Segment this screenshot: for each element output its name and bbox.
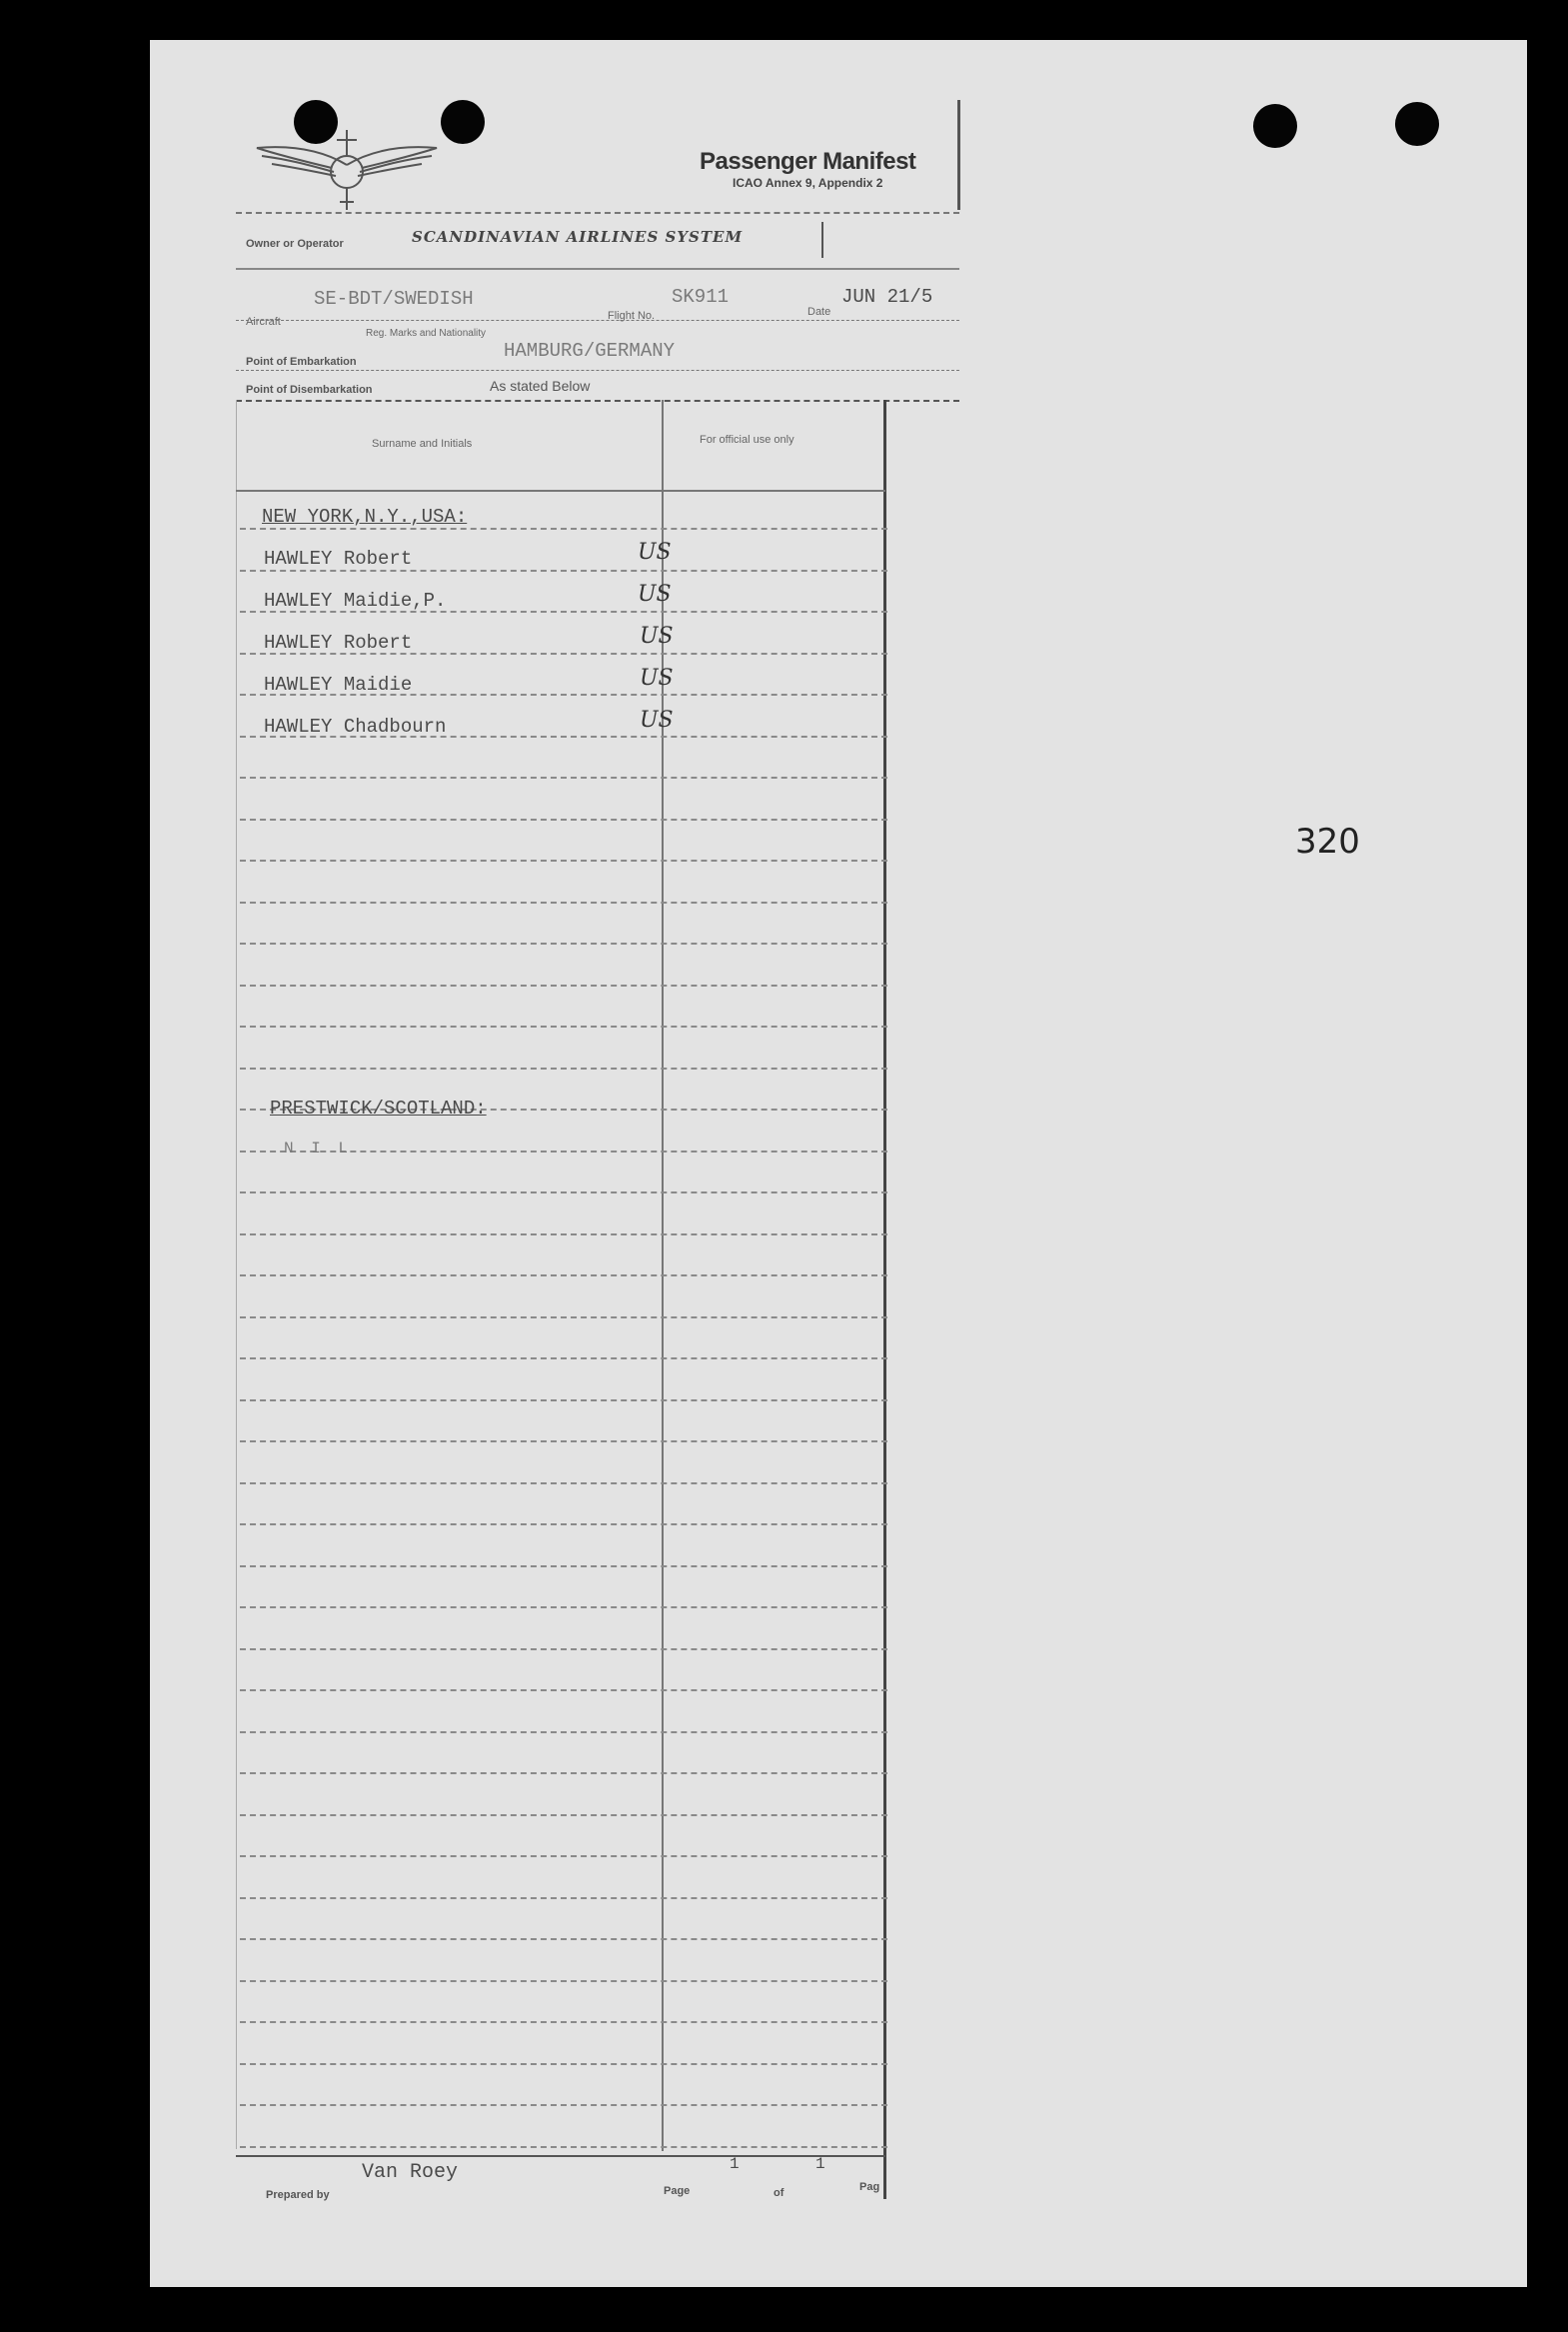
ruled-line: [240, 528, 887, 530]
destination-heading: NEW YORK,N.Y.,USA:: [262, 506, 468, 528]
flight-value: SK911: [672, 286, 730, 308]
ruled-line: [240, 2146, 887, 2148]
ruled-line: [240, 2104, 887, 2106]
ruled-line: [240, 1440, 887, 1442]
aircraft-sublabel: Reg. Marks and Nationality: [366, 328, 487, 339]
ruled-line: [240, 2021, 887, 2023]
ruled-line: [240, 1399, 887, 1401]
divider: [236, 370, 959, 371]
divider: [236, 400, 959, 402]
official-mark: US: [638, 582, 672, 607]
passenger-name: HAWLEY Robert: [264, 632, 413, 654]
table-right-edge: [883, 400, 886, 2199]
owner-value: SCANDINAVIAN AIRLINES SYSTEM: [412, 228, 744, 246]
ruled-line: [240, 1316, 887, 1318]
divider: [236, 212, 959, 214]
ruled-line: [240, 1648, 887, 1650]
aircraft-value: SE-BDT/SWEDISH: [314, 288, 474, 310]
embarkation-value: HAMBURG/GERMANY: [504, 340, 676, 362]
ruled-line: [240, 2063, 887, 2065]
owner-tick: [821, 222, 823, 258]
manifest-subtitle: ICAO Annex 9, Appendix 2: [733, 176, 883, 190]
page-label: Page: [664, 2185, 691, 2197]
passenger-name: HAWLEY Maidie: [264, 674, 413, 696]
footer-divider: [236, 2155, 885, 2157]
column-header-official: For official use only: [700, 434, 794, 446]
ruled-line: [240, 1565, 887, 1567]
disembarkation-label: Point of Disembarkation: [246, 384, 373, 396]
embarkation-label: Point of Embarkation: [246, 356, 357, 368]
prepared-by-value: Van Roey: [362, 2161, 459, 2184]
ruled-line: [240, 1814, 887, 1816]
ruled-line: [240, 1938, 887, 1940]
archive-number: 320: [1295, 822, 1360, 862]
ruled-line: [240, 1482, 887, 1484]
prepared-by-label: Prepared by: [266, 2189, 330, 2201]
ruled-line: [240, 860, 887, 862]
date-label: Date: [807, 306, 831, 318]
official-mark: US: [640, 666, 674, 691]
ruled-line: [240, 1191, 887, 1193]
passenger-name: HAWLEY Chadbourn: [264, 716, 447, 738]
ruled-line: [240, 1855, 887, 1857]
passenger-name: N I L: [284, 1140, 353, 1158]
passenger-name: HAWLEY Robert: [264, 548, 413, 570]
divider: [236, 268, 959, 270]
ruled-line: [240, 1731, 887, 1733]
ruled-line: [240, 1689, 887, 1691]
form-edge: [957, 100, 960, 210]
ruled-line: [240, 819, 887, 821]
date-value: JUN 21/5: [841, 286, 933, 308]
ruled-line: [240, 1357, 887, 1359]
ruled-line: [240, 1233, 887, 1235]
manifest-title: Passenger Manifest: [700, 148, 916, 175]
pages-label: Pag: [859, 2181, 880, 2193]
table-left-edge: [236, 400, 237, 2149]
destination-heading: PRESTWICK/SCOTLAND:: [270, 1098, 487, 1120]
passenger-name: HAWLEY Maidie,P.: [264, 590, 447, 612]
disembarkation-value: As stated Below: [490, 378, 591, 394]
ruled-line: [240, 777, 887, 779]
ruled-line: [240, 985, 887, 987]
ruled-line: [240, 1897, 887, 1899]
aircraft-label: Aircraft: [246, 316, 281, 328]
ruled-line: [240, 1772, 887, 1774]
ruled-line: [240, 1068, 887, 1070]
ruled-line: [240, 1274, 887, 1276]
ruled-line: [240, 1980, 887, 1982]
ruled-line: [240, 570, 887, 572]
official-mark: US: [640, 708, 674, 733]
official-mark: US: [640, 624, 674, 649]
ruled-line: [240, 1026, 887, 1028]
ruled-line: [240, 943, 887, 945]
manifest-sheet: [150, 40, 1527, 2287]
ruled-line: [240, 1523, 887, 1525]
page-total-value: 1: [815, 2155, 825, 2173]
airline-wings-logo: [252, 110, 442, 220]
flight-label: Flight No.: [608, 310, 656, 322]
punch-hole: [441, 100, 485, 144]
official-mark: US: [638, 540, 672, 565]
of-label: of: [774, 2187, 784, 2199]
page-value: 1: [730, 2155, 740, 2173]
ruled-line: [240, 1606, 887, 1608]
ruled-line: [240, 902, 887, 904]
divider: [236, 320, 959, 321]
punch-hole: [1253, 104, 1297, 148]
column-header-names: Surname and Initials: [372, 438, 473, 450]
owner-label: Owner or Operator: [246, 238, 344, 250]
header-divider: [236, 490, 885, 492]
punch-hole: [1395, 102, 1439, 146]
